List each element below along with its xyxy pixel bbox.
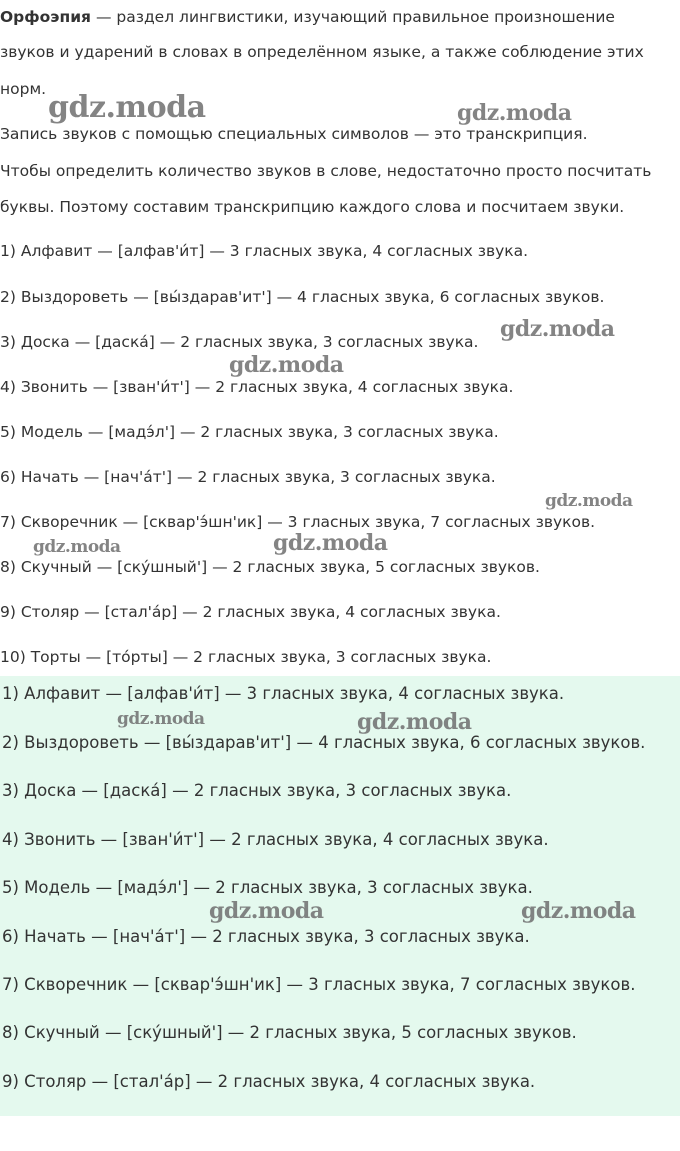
list-item: 9) Столяр — [стал'а́р] — 2 гласных звука, 4 согласных звука.: [0, 603, 501, 621]
intro-line-4: Запись звуков с помощью специальных символов — это транскрипция.: [0, 125, 588, 143]
term-orthoepy: Орфоэпия: [0, 8, 92, 26]
watermark: gdz.moda: [545, 491, 633, 511]
intro-line-1: [0, 8, 615, 26]
answer-item: 9) Столяр — [стал'а́р] — 2 гласных звука, 4 согласных звука.: [2, 1072, 536, 1091]
answer-box: [0, 676, 680, 1116]
list-item: 5) Модель — [мадэ́л'] — 2 гласных звука, 3 согласных звука.: [0, 423, 499, 441]
list-item: 1) Алфавит — [алфав'и́т] — 3 гласных звука, 4 согласных звука.: [0, 242, 529, 260]
answer-item: 3) Доска — [даска́] — 2 гласных звука, 3 согласных звука.: [2, 781, 512, 800]
answer-item: 7) Скворечник — [сквар'э́шн'ик] — 3 гласных звука, 7 согласных звуков.: [2, 975, 636, 994]
intro-line-6: буквы. Поэтому составим транскрипцию каждого слова и посчитаем звуки.: [0, 198, 625, 216]
watermark: gdz.moda: [500, 316, 615, 342]
list-item: 8) Скучный — [ску́шный'] — 2 гласных звука, 5 согласных звуков.: [0, 558, 540, 576]
answer-item: 1) Алфавит — [алфав'и́т] — 3 гласных звука, 4 согласных звука.: [2, 684, 565, 703]
answer-item: 8) Скучный — [ску́шный'] — 2 гласных звука, 5 согласных звуков.: [2, 1023, 577, 1042]
watermark: gdz.moda: [229, 352, 344, 378]
watermark: gdz.moda: [33, 537, 121, 557]
list-item: 10) Торты — [то́рты] — 2 гласных звука, 3 согласных звука.: [0, 648, 492, 666]
intro-line-5: Чтобы определить количество звуков в слове, недостаточно просто посчитать: [0, 162, 652, 180]
watermark: gdz.moda: [357, 709, 472, 735]
answer-item: 2) Выздороветь — [вы́здарав'ит'] — 4 гласных звука, 6 согласных звуков.: [2, 733, 646, 752]
watermark: gdz.moda: [117, 709, 205, 729]
intro-line-2: звуков и ударений в словах в определённом языке, а также соблюдение этих: [0, 43, 644, 61]
intro-definition: — раздел лингвистики, изучающий правильное произношение: [91, 8, 615, 26]
list-item: 6) Начать — [нач'а́т'] — 2 гласных звука, 3 согласных звука.: [0, 468, 496, 486]
watermark: gdz.moda: [48, 90, 206, 125]
watermark: gdz.moda: [457, 100, 572, 126]
answer-item: 6) Начать — [нач'а́т'] — 2 гласных звука, 3 согласных звука.: [2, 927, 530, 946]
list-item: 2) Выздороветь — [вы́здарав'ит'] — 4 гласных звука, 6 согласных звуков.: [0, 288, 605, 306]
list-item: 7) Скворечник — [сквар'э́шн'ик] — 3 гласных звука, 7 согласных звуков.: [0, 513, 596, 531]
watermark: gdz.moda: [209, 898, 324, 924]
answer-item: 5) Модель — [мадэ́л'] — 2 гласных звука, 3 согласных звука.: [2, 878, 533, 897]
watermark: gdz.moda: [273, 530, 388, 556]
watermark: gdz.moda: [521, 898, 636, 924]
intro-line-3: норм.: [0, 80, 47, 98]
list-item: 3) Доска — [даска́] — 2 гласных звука, 3 согласных звука.: [0, 333, 479, 351]
answer-item: 4) Звонить — [зван'и́т'] — 2 гласных звука, 4 согласных звука.: [2, 830, 549, 849]
list-item: 4) Звонить — [зван'и́т'] — 2 гласных звука, 4 согласных звука.: [0, 378, 514, 396]
